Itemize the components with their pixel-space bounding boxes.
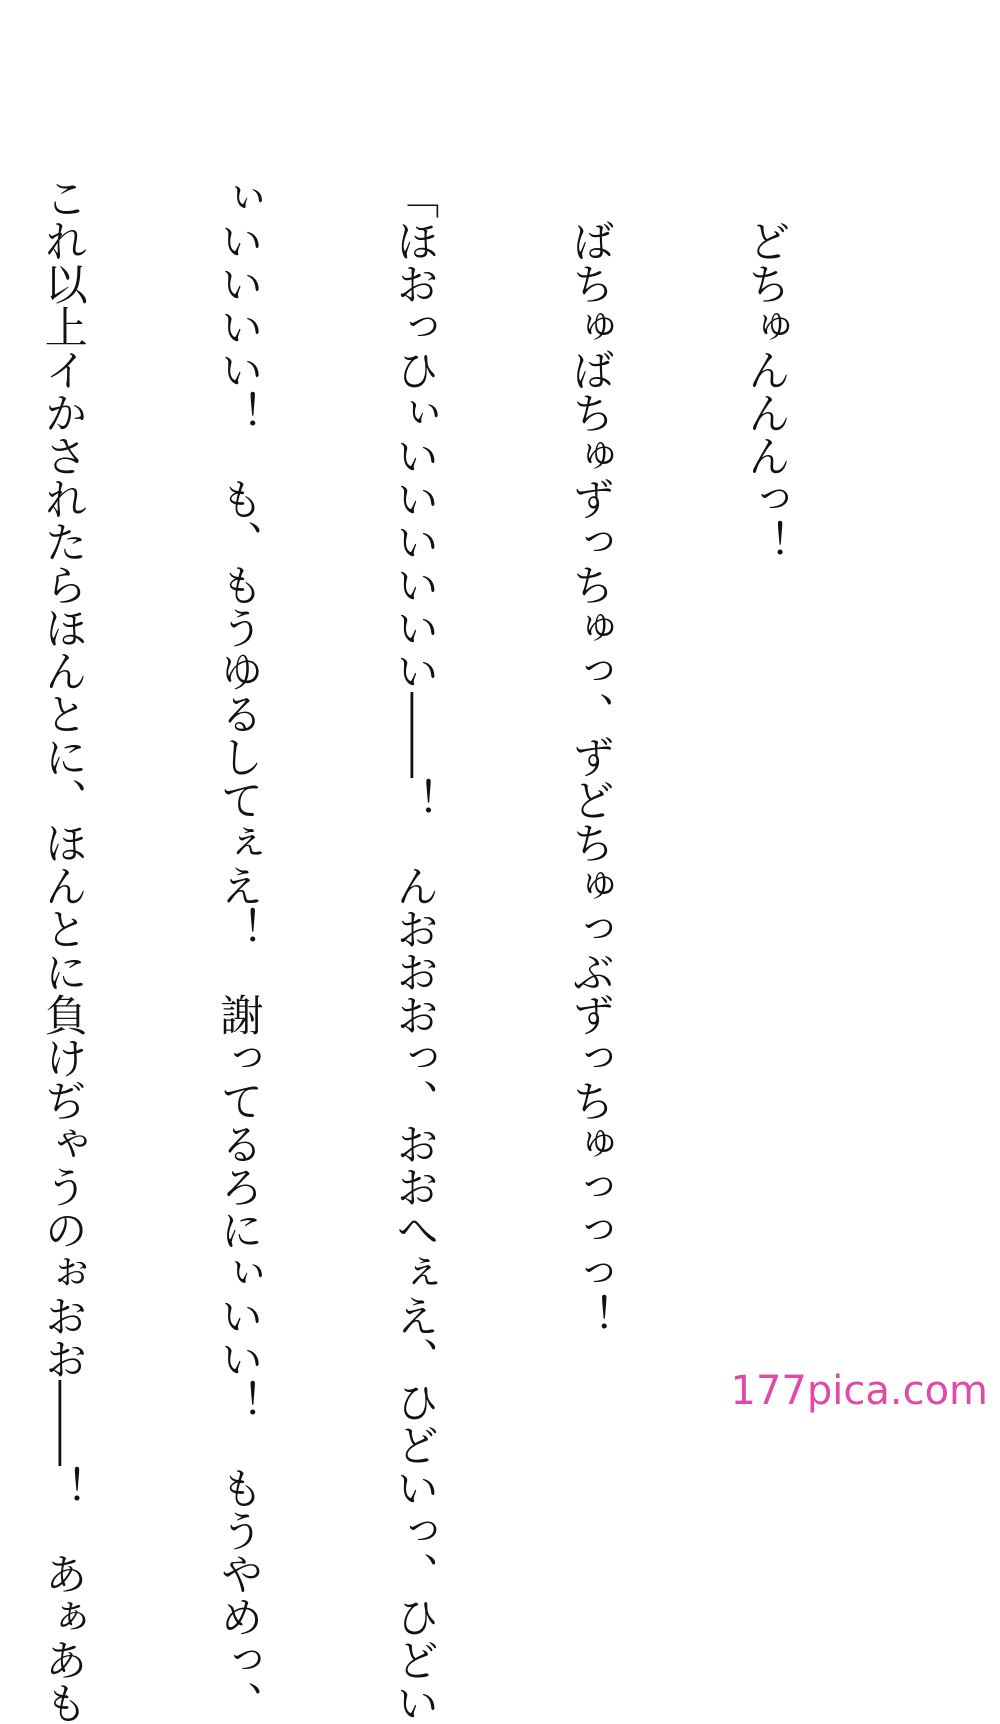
text-line: これ以上イかされたらほんとに、ほんとに負けぢゃうのぉおお――！ あぁあも	[37, 176, 88, 1724]
text-line: どちゅんんんっ！	[740, 176, 791, 563]
text-line: ばちゅばちゅずっちゅっ、ずどちゅっぶずっちゅっっっ！	[565, 176, 616, 1337]
watermark: 177pica.com	[730, 1368, 988, 1414]
text-line: 「ほおっひぃいいいいいい――！ んおおおっ、おおへぇえ、ひどいっ、ひどい	[389, 176, 440, 1724]
text-line: ぃいいいい！ も、もうゆるしてぇえ！ 謝ってるろにぃいい！ もうやめっ、	[213, 176, 264, 1724]
